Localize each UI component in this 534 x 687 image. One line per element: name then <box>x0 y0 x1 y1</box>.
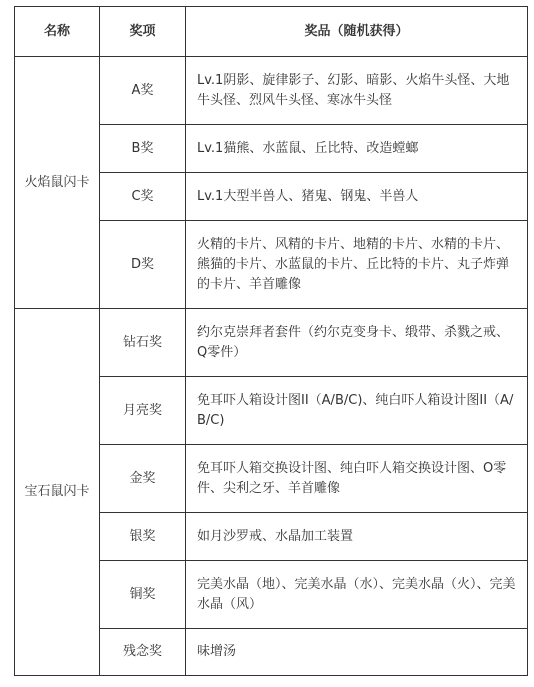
card-name-cell: 宝石鼠闪卡 <box>15 309 100 676</box>
tier-cell: 铜奖 <box>100 561 186 629</box>
header-row <box>15 7 528 57</box>
table-row <box>15 57 528 125</box>
tier-cell: D奖 <box>100 221 186 309</box>
prize-cell: 如月沙罗戒、水晶加工装置 <box>186 513 528 561</box>
tier-cell: 银奖 <box>100 513 186 561</box>
prize-cell: 火精的卡片、风精的卡片、地精的卡片、水精的卡片、熊猫的卡片、水蓝鼠的卡片、丘比特的卡片、丸子炸弹的卡片、羊首雕像 <box>186 221 528 309</box>
tier-cell: C奖 <box>100 173 186 221</box>
prize-cell: 完美水晶（地）、完美水晶（水）、完美水晶（火）、完美水晶（风） <box>186 561 528 629</box>
prize-cell: 免耳吓人箱交换设计图、纯白吓人箱交换设计图、O零件、尖利之牙、羊首雕像 <box>186 445 528 513</box>
card-name-cell: 火焰鼠闪卡 <box>15 57 100 309</box>
prize-cell: Lv.1猫熊、水蓝鼠、丘比特、改造螳螂 <box>186 125 528 173</box>
tier-cell: 钻石奖 <box>100 309 186 377</box>
prize-cell: 约尔克崇拜者套件（约尔克变身卡、缎带、杀戮之戒、Q零件） <box>186 309 528 377</box>
header-name: 名称 <box>15 7 100 57</box>
tier-cell: 月亮奖 <box>100 377 186 445</box>
prize-cell: 免耳吓人箱设计图II（A/B/C)、纯白吓人箱设计图II（A/B/C) <box>186 377 528 445</box>
prize-cell: Lv.1大型半兽人、猪鬼、钢鬼、半兽人 <box>186 173 528 221</box>
tier-cell: A奖 <box>100 57 186 125</box>
tier-cell: 残念奖 <box>100 629 186 676</box>
prize-cell: Lv.1阴影、旋律影子、幻影、暗影、火焰牛头怪、大地牛头怪、烈风牛头怪、寒冰牛头怪 <box>186 57 528 125</box>
header-prize: 奖品（随机获得） <box>186 7 528 57</box>
tier-cell: 金奖 <box>100 445 186 513</box>
prize-table <box>14 6 528 676</box>
header-tier: 奖项 <box>100 7 186 57</box>
tier-cell: B奖 <box>100 125 186 173</box>
prize-cell: 味增汤 <box>186 629 528 676</box>
table-row <box>15 309 528 377</box>
